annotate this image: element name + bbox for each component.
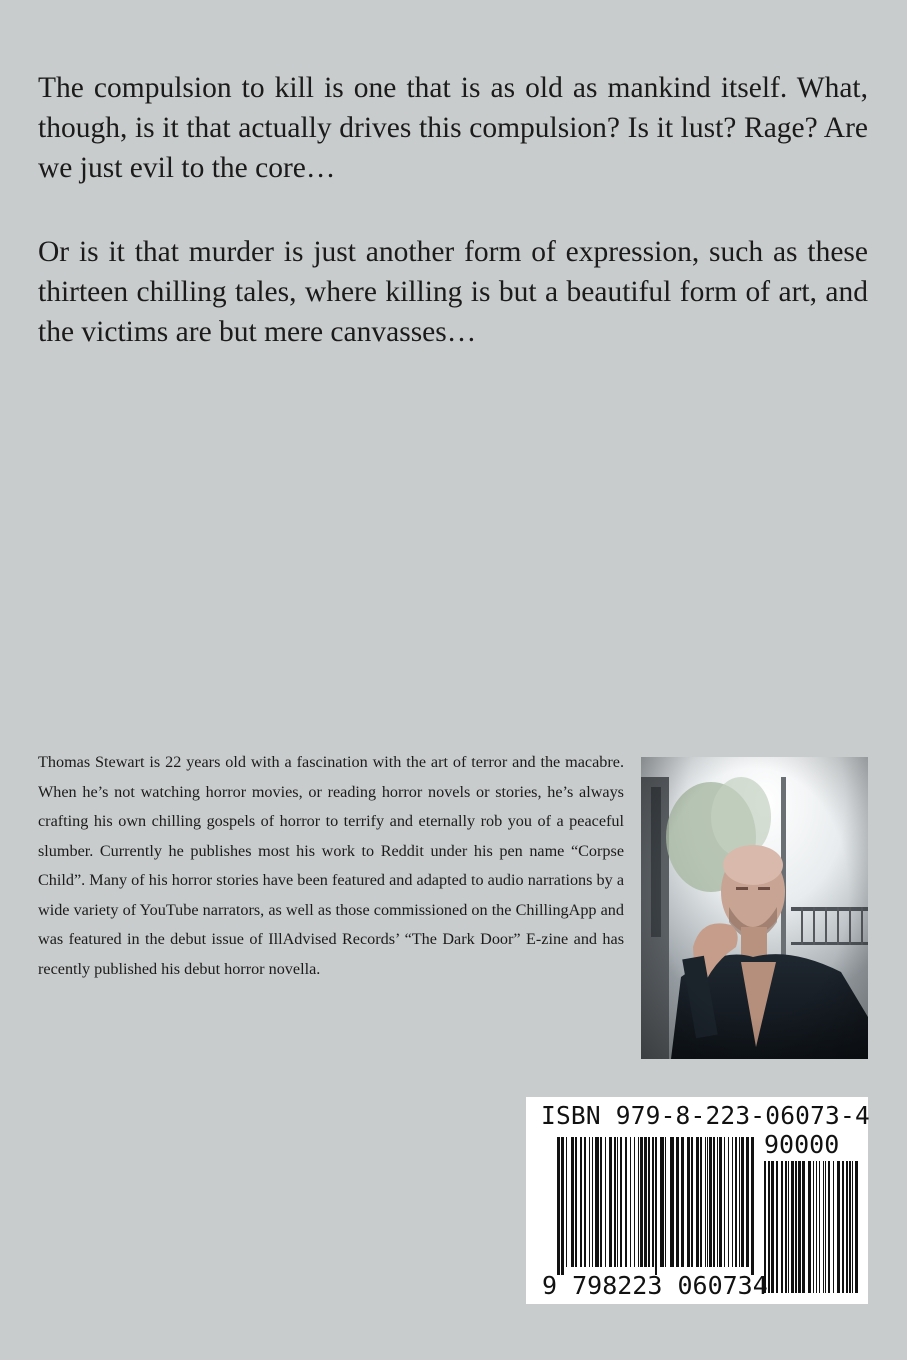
barcode-bar: [696, 1137, 699, 1267]
barcode-bar: [561, 1137, 564, 1275]
addon-bar: [842, 1161, 844, 1293]
barcode-bar: [707, 1137, 708, 1267]
addon-bar: [791, 1161, 794, 1293]
barcode-bar: [705, 1137, 706, 1267]
addon-bar: [828, 1161, 830, 1293]
barcode-bar: [713, 1137, 715, 1267]
barcode-bar: [595, 1137, 599, 1267]
barcode-bar: [614, 1137, 616, 1267]
blurb-paragraph-1: The compulsion to kill is one that is as old as mankind itself. What, though, is it that actually drives this compulsion? Is it lust? Rage? Are we just evil to the core…: [38, 72, 868, 184]
barcode-bar: [625, 1137, 627, 1267]
barcode-bar: [670, 1137, 674, 1267]
addon-bar: [849, 1161, 851, 1293]
isbn-label: ISBN 979-8-223-06073-4: [541, 1101, 870, 1130]
barcode-bar: [717, 1137, 718, 1267]
addon-bar: [852, 1161, 853, 1293]
barcode-bar: [719, 1137, 722, 1267]
barcode-bar: [584, 1137, 586, 1267]
addon-bar: [768, 1161, 770, 1293]
addon-bar: [795, 1161, 797, 1293]
addon-bar: [808, 1161, 811, 1293]
barcode-bar: [571, 1137, 574, 1267]
barcode-bar: [634, 1137, 635, 1267]
barcode-bar: [735, 1137, 737, 1267]
addon-bar: [771, 1161, 774, 1293]
barcode-bar: [592, 1137, 593, 1267]
addon-bar: [855, 1161, 858, 1293]
barcode-bar: [739, 1137, 740, 1267]
barcode-bar: [644, 1137, 647, 1267]
ean-digits: 9 798223 060734: [542, 1271, 768, 1300]
addon-bar: [781, 1161, 783, 1293]
addon-bar: [846, 1161, 848, 1293]
addon-bar: [819, 1161, 820, 1293]
barcode-bar: [652, 1137, 654, 1267]
addon-bar: [776, 1161, 778, 1293]
addon-bar: [837, 1161, 840, 1293]
barcode-bar: [724, 1137, 725, 1267]
barcode-bar: [648, 1137, 650, 1267]
barcode-bar: [655, 1137, 657, 1275]
blurb-paragraph-2: Or is it that murder is just another form of expression, such as these thirteen chilling tales, where killing is but a beautiful form of art, and the victims are but mere canvasses…: [38, 236, 868, 348]
barcode-bar: [676, 1137, 679, 1267]
barcode-bar: [566, 1137, 567, 1267]
barcode-bar: [620, 1137, 622, 1267]
addon-bar: [802, 1161, 805, 1293]
barcode-bar: [638, 1137, 639, 1267]
barcode-bar: [665, 1137, 666, 1267]
addon-bar: [788, 1161, 789, 1293]
barcode-bar: [605, 1137, 606, 1267]
barcode-bar: [746, 1137, 749, 1267]
isbn-barcode: [526, 1097, 868, 1304]
barcode-bar: [728, 1137, 729, 1267]
barcode-bar: [700, 1137, 702, 1267]
barcode-bar: [617, 1137, 618, 1267]
barcode-bar: [580, 1137, 582, 1267]
barcode-bar: [589, 1137, 590, 1267]
barcode-bar: [609, 1137, 612, 1267]
addon-bar: [823, 1161, 824, 1293]
addon-bar: [813, 1161, 814, 1293]
barcode-bar: [600, 1137, 602, 1267]
barcode-bar: [691, 1137, 693, 1267]
addon-bar: [833, 1161, 834, 1293]
barcode-bar: [575, 1137, 577, 1267]
addon-bar: [798, 1161, 801, 1293]
barcode-bar: [709, 1137, 712, 1267]
author-bio: Thomas Stewart is 22 years old with a fascination with the art of terror and the macabre. When he’s not watching horror movies, or reading horror novels or stories, he’s always crafting his own chilling gospels of horror to terrify and eternally rob you of a peaceful slumber. Currently he publishes most his work to Reddit under his pen name “Corpse Child”. Many of his horror stories have been featured and adapted to audio narrations by a wide variety of YouTube narrators, as well as those commissioned on the ChillingApp and was featured in the debut issue of IllAdvised Records’ “The Dark Door” E-zine and has recently published his debut horror novella.: [38, 753, 624, 978]
barcode-bar: [557, 1137, 560, 1275]
barcode-bar: [751, 1137, 754, 1275]
author-photo: [641, 757, 868, 1059]
addon-bar: [816, 1161, 817, 1293]
addon-bar: [825, 1161, 826, 1293]
barcode-bar: [732, 1137, 733, 1267]
barcode-bar: [681, 1137, 684, 1267]
barcode-bar: [741, 1137, 744, 1267]
barcode-bar: [660, 1137, 664, 1267]
barcode-bar: [687, 1137, 690, 1267]
price-code: 90000: [764, 1130, 840, 1159]
barcode-bar: [640, 1137, 643, 1267]
addon-bar: [785, 1161, 787, 1293]
barcode-bar: [630, 1137, 631, 1267]
